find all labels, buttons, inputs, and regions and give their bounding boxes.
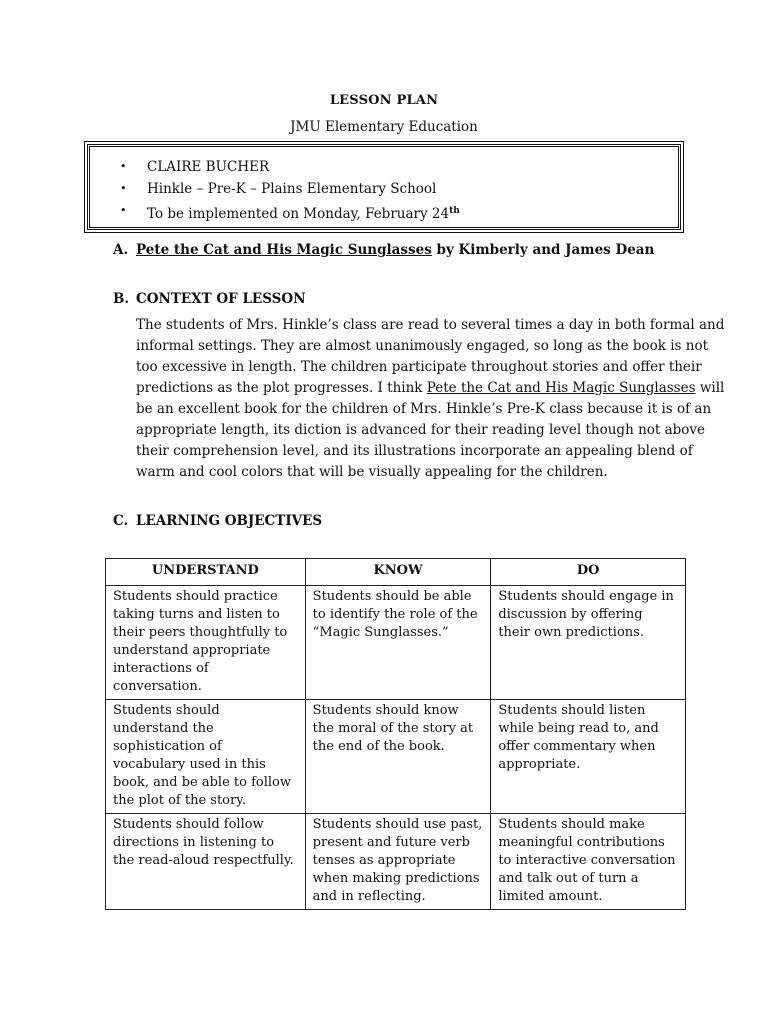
paragraph-text: will xyxy=(695,380,725,396)
paragraph-line: appropriate length, its diction is advanced for their reading level though not above xyxy=(136,422,706,438)
bullet-icon: • xyxy=(120,160,127,173)
section-b-heading xyxy=(113,291,306,307)
page-title: LESSON PLAN xyxy=(329,93,439,108)
section-letter: A. xyxy=(113,242,129,258)
paragraph-line: too excessive in length. The children participate throughout stories and offer their xyxy=(136,359,702,375)
table-cell: Students should be able to identify the role of the “Magic Sunglasses.” xyxy=(305,586,491,700)
paragraph-line: be an excellent book for the children of Mrs. Hinkle’s Pre-K class because it is of an xyxy=(136,401,712,417)
paragraph-line: informal settings. They are almost unanimously engaged, so long as the book is not xyxy=(136,338,709,354)
section-c-heading xyxy=(113,513,322,529)
info-item-text: Hinkle – Pre-K – Plains Elementary School xyxy=(147,181,437,197)
info-item-text: To be implemented on Monday, February 24 xyxy=(147,206,450,222)
column-header-understand: UNDERSTAND xyxy=(106,559,306,586)
section-heading: LEARNING OBJECTIVES xyxy=(136,513,323,529)
table-row xyxy=(106,586,686,700)
book-authors: by Kimberly and James Dean xyxy=(431,242,655,258)
table-cell: Students should follow directions in listening to the read-aloud respectfully. xyxy=(106,814,306,910)
table-header-row xyxy=(106,559,686,586)
table-cell: Students should practice taking turns and listen to their peers thoughtfully to understand appropriate interactions of conversation. xyxy=(106,586,306,700)
table-row xyxy=(106,700,686,814)
section-a xyxy=(113,242,654,258)
paragraph-line xyxy=(136,378,725,399)
column-header-know: KNOW xyxy=(305,559,491,586)
table-cell: Students should use past, present and future verb tenses as appropriate when making predictions and in reflecting. xyxy=(305,814,491,910)
context-paragraph xyxy=(136,315,725,483)
page-subtitle: JMU Elementary Education xyxy=(290,119,478,135)
table-cell: Students should listen while being read to, and offer commentary when appropriate. xyxy=(491,700,686,814)
objectives-table xyxy=(105,558,686,910)
paragraph-text: predictions as the plot progresses. I think xyxy=(136,380,427,396)
table-row xyxy=(106,814,686,910)
bullet-icon: • xyxy=(120,182,127,195)
info-box xyxy=(87,144,681,230)
section-letter: C. xyxy=(113,513,129,529)
table-cell: Students should engage in discussion by offering their own predictions. xyxy=(491,586,686,700)
info-item-class xyxy=(120,178,460,200)
paragraph-line: warm and cool colors that will be visually appealing for the children. xyxy=(136,464,608,480)
date-suffix: th xyxy=(449,206,460,216)
section-heading: CONTEXT OF LESSON xyxy=(136,291,306,307)
paragraph-line: their comprehension level, and its illustrations incorporate an appealing blend of xyxy=(136,443,693,459)
book-title-inline: Pete the Cat and His Magic Sunglasses xyxy=(426,380,696,396)
column-header-do: DO xyxy=(491,559,686,586)
table-cell: Students should make meaningful contributions to interactive conversation and talk out of turn a limited amount. xyxy=(491,814,686,910)
section-letter: B. xyxy=(113,291,130,307)
info-list xyxy=(120,156,460,222)
book-title: Pete the Cat and His Magic Sunglasses xyxy=(136,242,432,258)
info-item-teacher xyxy=(120,156,460,178)
table-cell: Students should know the moral of the story at the end of the book. xyxy=(305,700,491,814)
info-item-text: CLAIRE BUCHER xyxy=(147,159,270,175)
info-item-date xyxy=(120,200,460,222)
bullet-icon: • xyxy=(120,204,127,217)
paragraph-line: The students of Mrs. Hinkle’s class are read to several times a day in both formal and xyxy=(136,317,725,333)
table-cell: Students should understand the sophistication of vocabulary used in this book, and be able to follow the plot of the story. xyxy=(106,700,306,814)
